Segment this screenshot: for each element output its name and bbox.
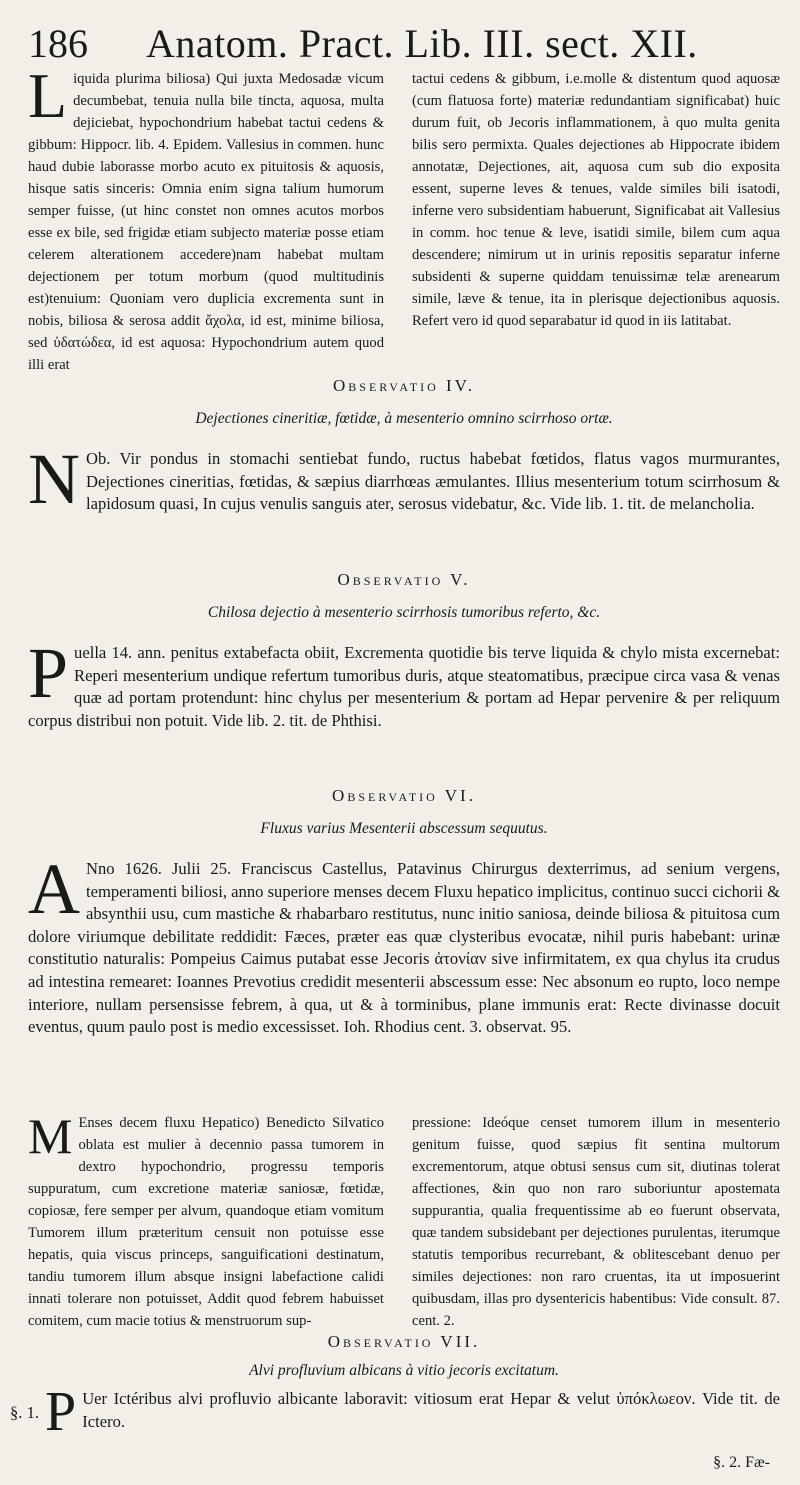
drop-cap: N <box>28 439 80 519</box>
drop-cap: P <box>45 1381 77 1443</box>
observation-text: uella 14. ann. penitus extabefacta obiit, Excrementa quotidie bis terve liquida & chylo mista excernebat: Reperi mesenterium undique refertum tumoribus duris, atque steatomatibus, præcipue circa vasa & venas quæ ad portam protendunt: hinc chylus per mesenterium & portam ad Hepar pervenire & per reliquum corpus distribui non potuit. Vide lib. 2. tit. de Phthisi. <box>28 643 780 730</box>
observation-title: Observatio IV. <box>332 376 476 395</box>
running-title: Anatom. Pract. Lib. III. sect. XII. <box>146 21 698 66</box>
drop-cap: P <box>28 633 69 713</box>
observation-iv <box>28 376 780 519</box>
book-page <box>10 14 781 1471</box>
observation-subtitle: Fluxus varius Mesenterii abscessum sequutus. <box>260 820 548 837</box>
drop-cap: M <box>28 1108 73 1164</box>
column-text: pressione: Ideóque censet tumorem illum in mesenterio genitum fuisse, quod sæpius fit sentina multorum excrementorum, atque obtusi sensus cum sit, diutinas tolerat affectiones, &in quo non raro suboriuntur apostemata suppurantia, qualia frequentissime ab eo fuerunt observata, quæ tandem subsidebant per dejectiones purulentas, iterumque statutis temporibus recurrebant, & oblitescebant denuo per similes dejectiones: non raro cruentas, ita ut imposuerint quibusdam, illas pro dysentericis habentibus: Vide consult. 87. cent. 2. <box>412 1115 780 1329</box>
right-column <box>412 68 780 332</box>
observation-v <box>28 570 780 732</box>
column-text: tactui cedens & gibbum, i.e.molle & distentum quod aquosæ (cum flatuosa forte) materiæ redundantiam significabat) huic durum fuit, ob Jecoris inflammationem, à quo multa genita bilis sero permixta. Quales dejectiones ab Hippocrate ibidem annotatæ, Dejectiones, ait, aquosa cum sub dio exposita essent, superne leves & tenues, valde similes bili isatodi, inferne vero subsidentiam habuerunt, Significabat ait Vallesius in comm. hoc tenue & leve, isatidi simile, bilem cum aqua descendere; nimirum ut in urinis repositis separatur inferne subsidenti & superne quiddam tenuissimæ telæ arenearum simile, læve & tenue, ita in plerisque dejectionibus aquosis. Refert vero id quod separabatur id quod in iis latitabat. <box>412 71 780 329</box>
left-column <box>28 60 384 376</box>
observation-title: Observatio V. <box>337 570 471 589</box>
observation-vii <box>10 1332 780 1443</box>
observation-title: Observatio VI. <box>332 786 476 805</box>
section-mark: §. 1. <box>10 1403 40 1422</box>
observation-title: Observatio VII. <box>327 1332 481 1351</box>
observation-subtitle: Alvi profluvium albicans à vitio jecoris excitatum. <box>249 1362 559 1379</box>
right-column <box>412 1112 780 1332</box>
bottom-two-column-text <box>28 1108 780 1332</box>
drop-cap: L <box>28 60 68 131</box>
page-number: 186 <box>28 21 88 66</box>
observation-subtitle: Chilosa dejectio à mesenterio scirrhosis tumoribus referto, &c. <box>207 604 601 621</box>
catchword: §. 2. Fæ- <box>713 1454 770 1471</box>
top-two-column-text <box>28 60 780 373</box>
observation-text: Ob. Vir pondus in stomachi sentiebat fundo, ructus habebat fœtidos, flatus vagos murmurantes, Dejectiones cineritias, fœtidas, & sæpius diarrhœas æmulantes. Illius mesenterium totum scirrhosum & lapidosum quasi, In cujus venulis sanguis ater, serosus videbatur, &c. Vide lib. 1. tit. de melancholia. <box>86 449 780 514</box>
drop-cap: A <box>28 849 80 929</box>
observation-text: Nno 1626. Julii 25. Franciscus Castellus, Patavinus Chirurgus dexterrimus, ad senium vergens, temperamenti biliosi, anno superiore menses decem Fluxu hepatico implicitus, continuo succi cichorii & absynthii usu, cum mastiche & rhabarbaro restitutus, nunc initio saniosa, deinde biliosa & pituitosa cum dolore viriumque debilitate reddidit: Fæces, præter eas quæ clysteribus evocatæ, nihil puris habebant: urinæ constitutio naturalis: Pompeius Caimus putabat esse Jecoris ἀτονίαν sive infirmitatem, ex qua chylus ita crudus ad intestina remearet: Ioannes Prevotius credidit mesenterii abscessum esse: Nec absonum eo rupto, loco nempe interiore, nullam persensisse febrem, à qua, ut & à torminibus, plane immunis erat: Recte divinasse docuit eventus, quum paulo post is medio excessisset. Ioh. Rhodius cent. 3. observat. 95. <box>28 859 781 1037</box>
observation-text: Uer Ictéribus alvi profluvio albicante laboravit: vitiosum erat Hepar & velut ὑπόκλωεον. Vide tit. de Ictero. <box>82 1389 780 1431</box>
observation-subtitle: Dejectiones cineritiæ, fœtidæ, à mesenterio omnino scirrhoso ortæ. <box>195 410 613 427</box>
column-text: iquida plurima biliosa) Qui juxta Medosadæ vicum decumbebat, tenuia nulla bile tincta, aquosa, multa dejiciebat, hypochondrium habebat tactui cedens & gibbum: Hippocr. lib. 4. Epidem. Vallesius in commen. hunc haud dubie laborasse morbo acuto ex pituitosis & aquosis, hisque satis sinceris: Omnia enim signa talium humorum semper fuisse, (ut hinc constet non omnes acutos morbos esse ex bile, sed frigidæ etiam subjecto materiæ posse etiam celerem alterationem accedere)nam habebat multam dejectionem per totum morbum (quod multitudinis est)tenuium: Quoniam vero duplicia excrementa sunt in nobis, biliosa & serosa addit ἄχολα, id est, minime biliosa, sed ὑδατώδεα, id est aquosa: Hypochondrium autem quod illi erat <box>28 71 384 373</box>
observation-vi <box>28 786 780 1039</box>
column-text: Enses decem fluxu Hepatico) Benedicto Silvatico oblata est mulier à decennio passa tumorem in dextro hypochondrio, progressu temporis suppuratum, cum excretione materiæ saniosæ, fœtidæ, copiosæ, fere semper per alvum, quandoque etiam vomitum Tumorem illum præteritum censuit non potuisse esse hepatis, quia viscus princeps, sanguificationi destinatum, tandiu tumorem illum absque insigni labefactione calidi innati tolerare non potuisset, Addit quod febrem habuisset comitem, cum macie totius & menstruorum sup- <box>28 1115 384 1329</box>
left-column <box>28 1108 384 1332</box>
page-header <box>28 14 780 68</box>
